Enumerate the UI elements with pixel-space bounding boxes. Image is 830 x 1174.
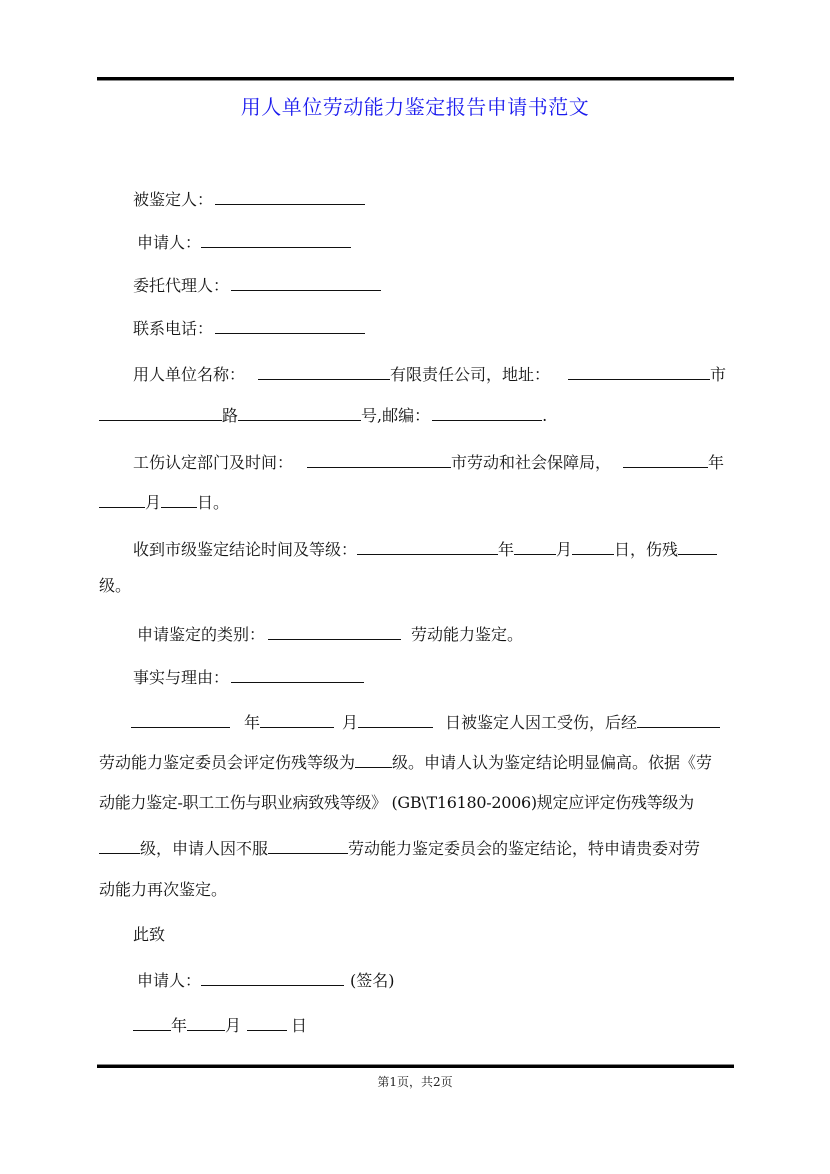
blank[interactable] bbox=[201, 969, 344, 986]
blank[interactable] bbox=[357, 538, 498, 555]
label: 被鉴定人： bbox=[133, 190, 214, 209]
header-rule bbox=[97, 77, 734, 81]
blank[interactable] bbox=[215, 188, 365, 205]
facts-line-2 bbox=[99, 751, 712, 772]
text: 级。 bbox=[99, 576, 132, 595]
blank[interactable] bbox=[514, 538, 556, 555]
label: 事实与理由： bbox=[133, 668, 230, 687]
text: 号,邮编： bbox=[361, 406, 431, 425]
text: 劳动能力鉴定委员会评定伤残等级为 bbox=[99, 753, 356, 772]
facts-line-1 bbox=[131, 711, 720, 732]
blank[interactable] bbox=[307, 451, 451, 468]
blank[interactable] bbox=[215, 317, 365, 334]
text: 日。 bbox=[197, 493, 230, 512]
text: 有限责任公司，地址： bbox=[390, 365, 551, 384]
blank[interactable] bbox=[358, 711, 433, 728]
text: 市 bbox=[710, 365, 727, 384]
blank[interactable] bbox=[131, 711, 230, 728]
page-number: 第1页，共2页 bbox=[377, 1075, 453, 1089]
field-applicant bbox=[137, 231, 351, 252]
conclusion-line-1 bbox=[133, 538, 717, 559]
label: 委托代理人： bbox=[133, 276, 230, 295]
text: 月 bbox=[225, 1016, 242, 1035]
label: 联系电话： bbox=[133, 319, 214, 338]
text: 此致 bbox=[133, 925, 166, 944]
blank[interactable] bbox=[568, 363, 710, 380]
blank[interactable] bbox=[623, 451, 708, 468]
facts-label-line bbox=[133, 666, 364, 687]
text: 劳动能力鉴定。 bbox=[411, 625, 524, 644]
text: 动能力鉴定-职工工伤与职业病致残等级》 (GB\T16180-2006)规定应评定伤残等级为 bbox=[99, 793, 694, 812]
facts-line-4 bbox=[99, 837, 700, 858]
text: 劳动能力鉴定委员会的鉴定结论，特申请贵委对劳 bbox=[348, 839, 701, 858]
label: 申请鉴定的类别： bbox=[137, 625, 266, 644]
employer-line-1 bbox=[133, 363, 726, 384]
blank[interactable] bbox=[231, 274, 381, 291]
text: 市劳动和社会保障局， bbox=[451, 453, 612, 472]
text: 级。申请人认为鉴定结论明显偏高。依据《劳 bbox=[392, 753, 713, 772]
text: 月 bbox=[145, 493, 162, 512]
facts-line-5 bbox=[99, 881, 227, 899]
blank[interactable] bbox=[99, 491, 145, 508]
label: 申请人： bbox=[137, 233, 202, 252]
field-appraised-person bbox=[133, 188, 365, 209]
blank[interactable] bbox=[268, 623, 401, 640]
blank[interactable] bbox=[268, 837, 348, 854]
signature-line bbox=[137, 969, 395, 990]
text: 年 bbox=[244, 713, 261, 732]
text: (签名) bbox=[350, 971, 395, 990]
text: 日被鉴定人因工受伤，后经 bbox=[445, 713, 638, 732]
text: 年 bbox=[708, 453, 725, 472]
facts-line-3 bbox=[99, 794, 694, 812]
blank[interactable] bbox=[238, 404, 361, 421]
text: 年 bbox=[171, 1016, 188, 1035]
blank[interactable] bbox=[260, 711, 334, 728]
blank[interactable] bbox=[133, 1014, 171, 1031]
blank[interactable] bbox=[637, 711, 720, 728]
salutation bbox=[133, 926, 165, 944]
blank[interactable] bbox=[355, 751, 392, 768]
text: 日 bbox=[291, 1016, 308, 1035]
date-line bbox=[133, 1014, 307, 1035]
category-line bbox=[137, 623, 523, 644]
footer-rule bbox=[97, 1064, 734, 1068]
blank[interactable] bbox=[187, 1014, 225, 1031]
text: 月 bbox=[342, 713, 359, 732]
document-title: 用人单位劳动能力鉴定报告申请书范文 bbox=[240, 95, 590, 119]
injury-line-2 bbox=[99, 491, 229, 512]
blank[interactable] bbox=[201, 231, 351, 248]
blank[interactable] bbox=[231, 666, 364, 683]
text: 级，申请人因不服 bbox=[140, 839, 269, 858]
injury-line-1 bbox=[133, 451, 724, 472]
label: 收到市级鉴定结论时间及等级： bbox=[133, 540, 358, 559]
text: 月 bbox=[556, 540, 573, 559]
blank[interactable] bbox=[99, 404, 222, 421]
text: 动能力再次鉴定。 bbox=[99, 880, 228, 899]
employer-line-2 bbox=[99, 404, 547, 425]
blank[interactable] bbox=[572, 538, 614, 555]
text: . bbox=[542, 406, 548, 425]
text: 年 bbox=[498, 540, 515, 559]
conclusion-line-2 bbox=[99, 577, 131, 595]
label: 用人单位名称： bbox=[133, 365, 246, 384]
blank[interactable] bbox=[432, 404, 542, 421]
blank[interactable] bbox=[99, 837, 140, 854]
blank[interactable] bbox=[678, 538, 717, 555]
label: 申请人： bbox=[137, 971, 202, 990]
field-phone bbox=[133, 317, 365, 338]
blank[interactable] bbox=[161, 491, 197, 508]
text: 日，伤残 bbox=[614, 540, 679, 559]
label: 工伤认定部门及时间： bbox=[133, 453, 294, 472]
field-agent bbox=[133, 274, 381, 295]
text: 路 bbox=[222, 406, 239, 425]
blank[interactable] bbox=[247, 1014, 287, 1031]
blank[interactable] bbox=[258, 363, 390, 380]
